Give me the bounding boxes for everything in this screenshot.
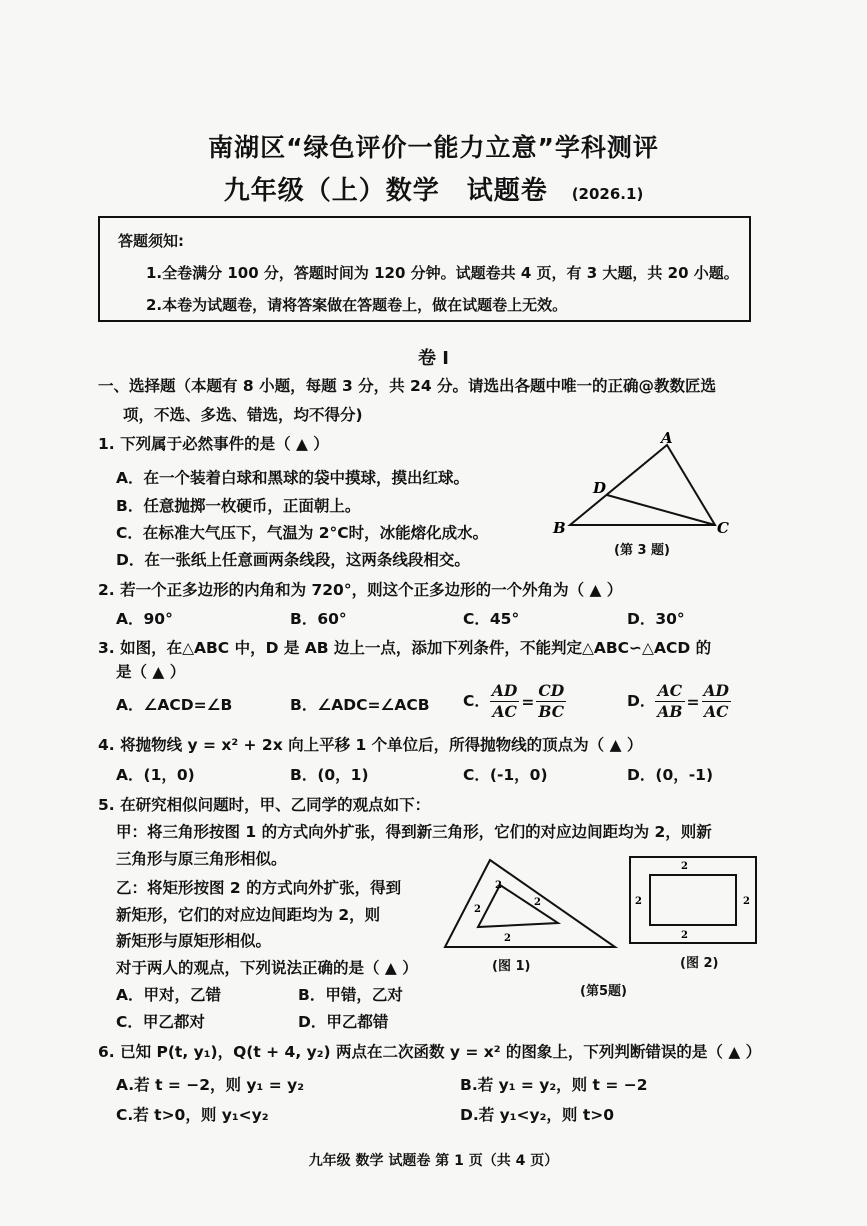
q6-stem: 6. 已知 P(t, y₁)，Q(t + 4, y₂) 两点在二次函数 y = x² 的图象上，下列判断错误的是（ ▲ ） <box>98 1043 762 1061</box>
triangle-abc <box>570 445 715 525</box>
denominator: BC <box>538 702 565 721</box>
q1-option-b: B．任意抛掷一枚硬币，正面朝上。 <box>116 497 361 515</box>
figure-q5-2-rectangles <box>628 855 760 947</box>
q3-stem-1: 3. 如图，在△ABC 中，D 是 AB 边上一点，添加下列条件，不能判定△ABC∽△ACD 的 <box>98 639 712 657</box>
gap-label-top: 2 <box>681 861 688 872</box>
q4-option-a: A．(1，0) <box>116 766 195 784</box>
q5-option-d: D．甲乙都错 <box>298 1013 389 1031</box>
q2-option-d: D．30° <box>627 610 685 628</box>
notice-line-2: 2.本卷为试题卷，请将答案做在答题卷上，做在试题卷上无效。 <box>146 296 568 314</box>
q5-jia-line-2: 三角形与原三角形相似。 <box>116 850 287 868</box>
figure-q5-1-caption: (图 1) <box>492 959 531 974</box>
denominator: AB <box>657 702 683 721</box>
exam-title: 南湖区“绿色评价一能力立意”学科测评 <box>208 133 659 162</box>
figure-q3-caption: (第 3 题) <box>614 543 670 558</box>
q4-option-d: D．(0，-1) <box>627 766 714 784</box>
outer-rectangle <box>630 857 756 943</box>
figure-q5-caption: (第5题) <box>580 984 627 999</box>
label-b: B <box>553 519 566 537</box>
gap-label-bottom: 2 <box>504 933 511 944</box>
q6-option-b: B.若 y₁ = y₂，则 t = −2 <box>460 1076 648 1094</box>
q5-option-c: C．甲乙都对 <box>116 1013 205 1031</box>
fraction-ad-ac <box>702 681 731 722</box>
q6-option-d: D.若 y₁<y₂，则 t>0 <box>460 1106 615 1124</box>
q2-option-a: A．90° <box>116 610 173 628</box>
denominator: AC <box>492 702 517 721</box>
q3-option-b: B．∠ADC=∠ACB <box>290 696 430 714</box>
gap-label-top: 2 <box>495 880 502 891</box>
q5-yi-line-1: 乙：将矩形按图 2 的方式向外扩张，得到 <box>116 879 402 897</box>
label-c: C <box>717 519 729 537</box>
numerator: AC <box>655 681 684 702</box>
denominator: AC <box>704 702 729 721</box>
q3-stem-2: 是（ ▲ ） <box>116 663 186 681</box>
figure-q5-2-caption: (图 2) <box>680 956 719 971</box>
exam-subtitle <box>0 170 867 207</box>
q5-stem: 5. 在研究相似问题时，甲、乙同学的观点如下： <box>98 796 431 814</box>
inner-rectangle <box>650 875 736 925</box>
label-a: A <box>661 429 673 447</box>
notice-heading: 答题须知: <box>118 232 184 250</box>
q4-stem: 4. 将抛物线 y = x² + 2x 向上平移 1 个单位后，所得抛物线的顶点为（ ▲ ） <box>98 736 643 754</box>
inner-triangle <box>478 885 558 927</box>
q5-yi-line-2: 新矩形，它们的对应边间距均为 2，则 <box>116 906 381 924</box>
notice-box <box>98 216 751 322</box>
fraction-cd-bc <box>536 681 566 722</box>
gap-label-left: 2 <box>474 904 481 915</box>
gap-label-right: 2 <box>743 896 750 907</box>
q6-option-c: C.若 t>0，则 y₁<y₂ <box>116 1106 269 1124</box>
q6-option-a: A.若 t = −2，则 y₁ = y₂ <box>116 1076 304 1094</box>
numerator: AD <box>491 681 518 700</box>
q3-option-c-label: C． <box>463 692 490 710</box>
q1-option-d: D．在一张纸上任意画两条线段，这两条线段相交。 <box>116 551 470 569</box>
label-d: D <box>593 479 607 497</box>
q3-option-c <box>463 681 566 722</box>
section-title: 卷 I <box>418 348 449 369</box>
gap-label-right: 2 <box>534 897 541 908</box>
q3-option-d <box>627 681 731 722</box>
q5-question: 对于两人的观点，下列说法正确的是（ ▲ ） <box>116 959 418 977</box>
figure-q5-1-triangles <box>440 855 620 955</box>
equals-sign: = <box>686 692 700 711</box>
q1-option-a: A．在一个装着白球和黑球的袋中摸球，摸出红球。 <box>116 469 469 487</box>
fraction-ac-ab <box>655 681 684 722</box>
q2-option-b: B．60° <box>290 610 347 628</box>
q4-option-c: C．(-1，0) <box>463 766 548 784</box>
q5-jia-line-1: 甲：将三角形按图 1 的方式向外扩张，得到新三角形，它们的对应边间距均为 2，则新 <box>116 823 712 841</box>
numerator: AD <box>703 681 729 700</box>
q3-option-a: A．∠ACD=∠B <box>116 696 233 714</box>
part1-instruction-1: 一、选择题（本题有 8 小题，每题 3 分，共 24 分。请选出各题中唯一的正确@教数匠选 <box>98 377 717 395</box>
q1-option-c: C．在标准大气压下，气温为 2°C时，冰能熔化成水。 <box>116 524 489 542</box>
q5-yi-line-3: 新矩形与原矩形相似。 <box>116 932 272 950</box>
q5-option-a: A．甲对，乙错 <box>116 986 221 1004</box>
gap-label-left: 2 <box>635 896 642 907</box>
equals-sign: = <box>521 692 535 711</box>
q3-option-d-label: D． <box>627 692 656 710</box>
q2-option-c: C．45° <box>463 610 520 628</box>
page-footer: 九年级 数学 试题卷 第 1 页（共 4 页） <box>308 1153 559 1169</box>
gap-label-bottom: 2 <box>681 930 688 941</box>
exam-date: (2026.1) <box>571 185 644 203</box>
q5-option-b: B．甲错，乙对 <box>298 986 403 1004</box>
numerator: CD <box>538 681 565 700</box>
q1-stem: 1. 下列属于必然事件的是（ ▲ ） <box>98 435 329 453</box>
q2-stem: 2. 若一个正多边形的内角和为 720°，则这个正多边形的一个外角为（ ▲ ） <box>98 581 623 599</box>
part1-instruction-2: 项，不选、多选、错选，均不得分) <box>123 406 363 424</box>
subtitle-text: 九年级（上）数学 试题卷 <box>223 176 548 206</box>
fraction-ad-ac <box>490 681 519 722</box>
notice-line-1: 1.全卷满分 100 分，答题时间为 120 分钟。试题卷共 4 页，有 3 大题，共 20 小题。 <box>146 264 739 282</box>
q4-option-b: B．(0，1) <box>290 766 369 784</box>
